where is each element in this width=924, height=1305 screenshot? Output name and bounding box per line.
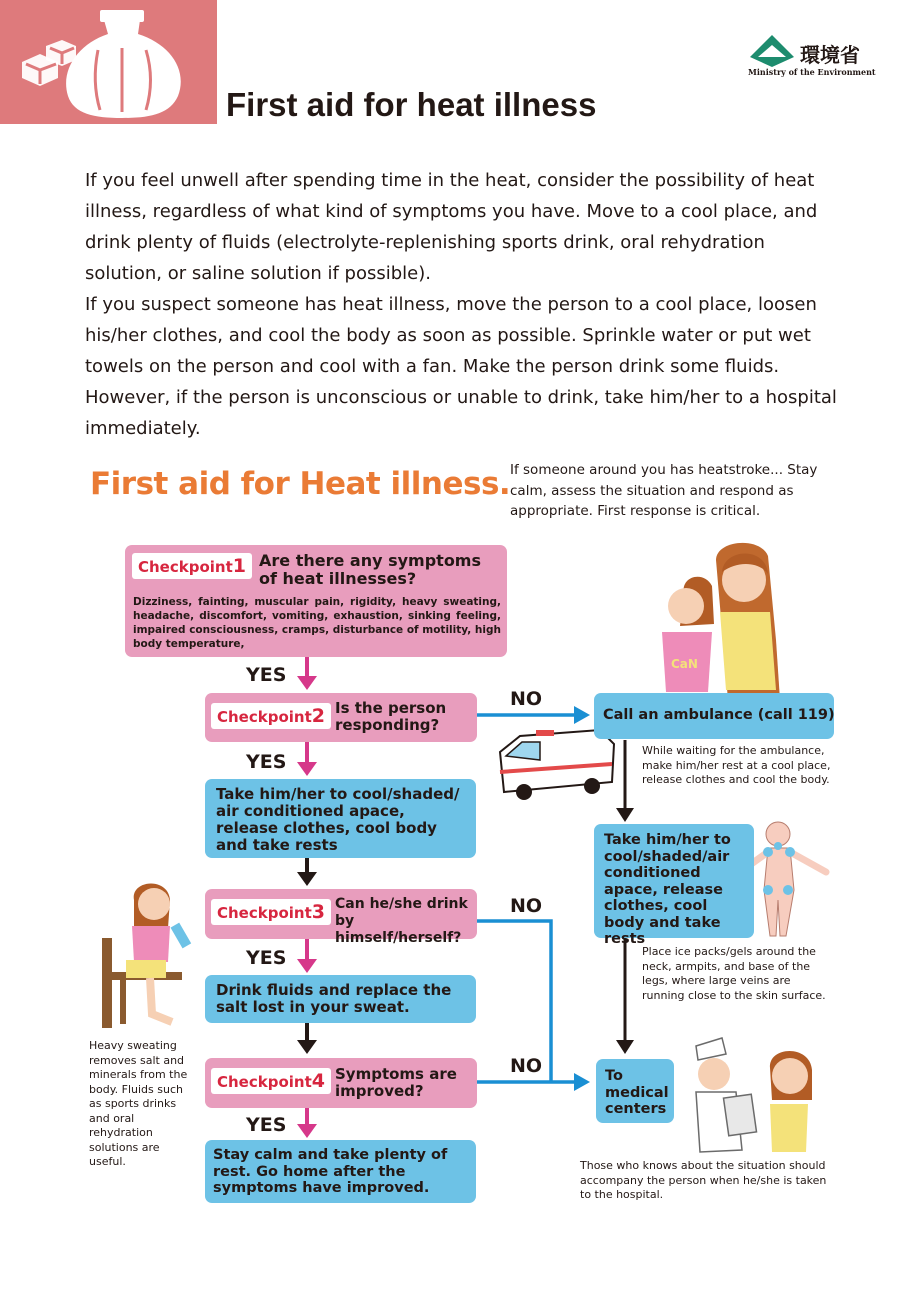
mother-child-illustration xyxy=(662,543,780,700)
intro-paragraph-2: If you suspect someone has heat illness, move the person to a cool place, loosen his/her clothes, and cool the body as soon as possible. Sprinkle water or put wet towels on the person and cool with a fan. Make the person drink some fluids. However, if the person is unconscious or unable to drink, take him/her to a hospital immediately. xyxy=(85,294,837,439)
step-drink-box xyxy=(205,975,476,1023)
yes-label-2: YES xyxy=(246,751,287,773)
checkpoint-number: 1 xyxy=(232,555,246,577)
flow-arrow-down-2 xyxy=(297,1023,317,1054)
checkpoint-word: Checkpoint xyxy=(217,708,312,726)
checkpoint-2-question: Is the person responding? xyxy=(335,699,447,734)
ice-pack-note: Place ice packs/gels around the neck, armpits, and base of the legs, where large veins are running close to the skin surface. xyxy=(642,945,826,1002)
yes-arrow-3 xyxy=(297,939,317,973)
yes-arrow-2 xyxy=(297,742,317,776)
step-rest-box xyxy=(205,1140,476,1203)
checkpoint-3-question: Can he/she drink by himself/herself? xyxy=(335,896,468,946)
svg-text:CaN: CaN xyxy=(671,657,698,671)
girl-drinking-illustration xyxy=(102,883,191,1028)
checkpoint-word: Checkpoint xyxy=(217,904,312,922)
right-cool-text: Take him/her to cool/shaded/air conditioned apace, release clothes, cool body and take rests xyxy=(604,832,731,947)
medical-note: Those who knows about the situation should accompany the person when he/she is taken to the hospital. xyxy=(580,1159,827,1201)
flow-arrow-right-down-2 xyxy=(616,937,634,1054)
checkpoint-2-box xyxy=(205,693,477,742)
medical-centers-text: To medical centers xyxy=(605,1068,669,1117)
flowchart-title: First aid for Heat illness. xyxy=(90,466,511,502)
step-cool-text: Take him/her to cool/shaded/ air conditioned apace, release clothes, cool body and take rests xyxy=(216,785,460,854)
checkpoint-1-box xyxy=(125,545,507,657)
checkpoint-1-symptoms: Dizziness, fainting, muscular pain, rigidity, heavy sweating, headache, discomfort, vomiting, exhaustion, sinking feeling, impaired consciousness, cramps, disturbance of motility, high body temperature, xyxy=(133,596,501,650)
ambulance-box xyxy=(594,693,834,739)
nurse-girl-illustration xyxy=(696,1038,812,1152)
intro-paragraph-1: If you feel unwell after spending time in the heat, consider the possibility of heat illness, regardless of what kind of symptoms you have. Move to a cool place, and drink plenty of fluids (electrolyte-replenishing sports drink, oral rehydration solution, or saline solution if possible). xyxy=(85,170,818,284)
checkpoint-word: Checkpoint xyxy=(217,1073,312,1091)
yes-label-3: YES xyxy=(246,947,287,969)
ambulance-illustration xyxy=(500,730,614,800)
checkpoint-word: Checkpoint xyxy=(138,558,233,576)
checkpoint-4-label xyxy=(211,1068,331,1094)
no-label-2: NO xyxy=(510,895,543,917)
yes-arrow-1 xyxy=(297,657,317,690)
ambulance-note: While waiting for the ambulance, make him/her rest at a cool place, release clothes and cool the body. xyxy=(642,744,831,786)
flow-arrow-right-down-1 xyxy=(616,740,634,822)
checkpoint-2-label xyxy=(211,703,331,729)
checkpoint-4-box xyxy=(205,1058,477,1108)
no-label-3: NO xyxy=(510,1055,543,1077)
checkpoint-number: 3 xyxy=(311,901,325,923)
medical-centers-box xyxy=(596,1059,674,1123)
yes-label-1: YES xyxy=(246,664,287,686)
ambulance-text: Call an ambulance (call 119) xyxy=(603,707,835,723)
flow-arrow-down-1 xyxy=(297,857,317,886)
logo-english-text: Ministry of the Environment xyxy=(748,67,876,77)
step-cool-box xyxy=(205,779,476,858)
checkpoint-3-label xyxy=(211,899,331,925)
right-cool-box xyxy=(594,824,754,947)
flowchart-note: If someone around you has heatstroke... Stay calm, assess the situation and respond as appropriate. First response is critical. xyxy=(510,462,818,519)
checkpoint-3-box xyxy=(205,889,477,946)
logo-japanese-text: 環境省 xyxy=(800,43,860,67)
page-title: First aid for heat illness xyxy=(226,86,597,123)
checkpoint-4-question: Symptoms are improved? xyxy=(335,1065,457,1100)
step-drink-text: Drink fluids and replace the salt lost in your sweat. xyxy=(216,981,452,1016)
checkpoint-number: 4 xyxy=(311,1070,325,1092)
checkpoint-number: 2 xyxy=(311,705,325,727)
yes-arrow-4 xyxy=(297,1108,317,1138)
no-label-1: NO xyxy=(510,688,543,710)
checkpoint-1-question: Are there any symptoms of heat illnesses? xyxy=(259,551,481,588)
checkpoint-1-label xyxy=(132,553,252,579)
yes-label-4: YES xyxy=(246,1114,287,1136)
step-rest-text: Stay calm and take plenty of rest. Go home after the symptoms have improved. xyxy=(213,1147,448,1196)
sweat-note: Heavy sweating removes salt and minerals from the body. Fluids such as sports drinks and oral rehydration solutions are useful. xyxy=(89,1039,188,1168)
